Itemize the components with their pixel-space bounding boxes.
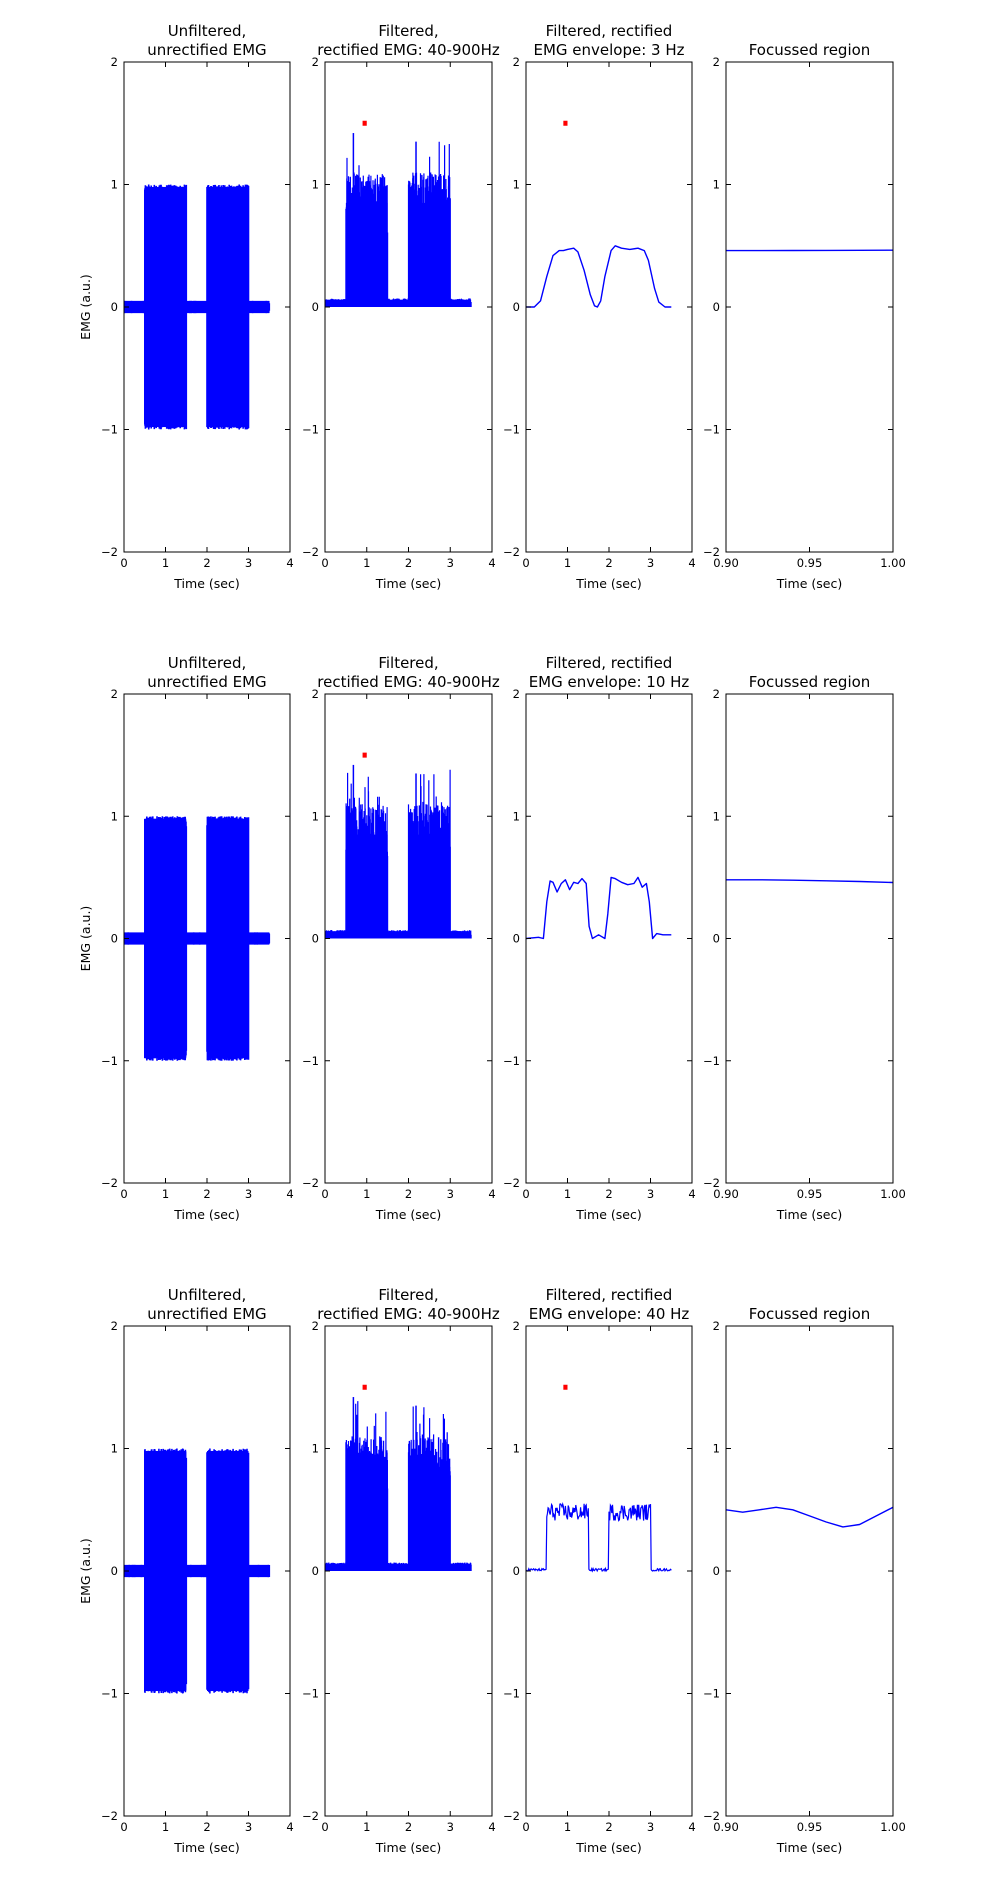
- y-tick-label: −1: [503, 1053, 520, 1068]
- plot-area: [325, 753, 471, 939]
- y-tick-label: 1: [512, 1441, 520, 1456]
- focus-window-marker: [563, 121, 567, 126]
- x-tick-label: 0: [321, 556, 329, 570]
- y-tick-label: 2: [311, 687, 319, 701]
- focus-window-marker: [563, 1385, 567, 1390]
- panel-r1-c1: [78, 22, 294, 591]
- y-tick-label: 0: [311, 300, 319, 314]
- y-tick-label: 2: [110, 1319, 118, 1333]
- y-tick-label: −2: [703, 545, 720, 559]
- rectified-burst-2: [409, 835, 451, 939]
- plot-area: [325, 121, 471, 307]
- panel-r1-c3: [503, 22, 696, 591]
- y-tick-label: 0: [712, 931, 720, 946]
- x-tick-label: 3: [244, 1187, 253, 1201]
- x-tick-label: 3: [244, 1820, 253, 1834]
- x-tick-label: 1: [363, 556, 371, 570]
- x-tick-label: 4: [488, 556, 496, 570]
- x-tick-label: 0: [120, 556, 128, 570]
- x-tick-label: 0: [120, 1187, 128, 1201]
- x-tick-label: 1: [363, 1820, 371, 1834]
- panel-title-line-2: EMG envelope: 3 Hz: [533, 41, 685, 59]
- x-tick-label: 4: [688, 1820, 696, 1834]
- panel-r2-c3: [503, 654, 696, 1222]
- y-tick-label: 0: [110, 931, 118, 946]
- panel-title-line-2: unrectified EMG: [147, 673, 267, 691]
- x-tick-label: 1: [161, 1820, 170, 1834]
- x-tick-label: 0: [120, 1820, 128, 1834]
- y-tick-label: −1: [302, 1686, 319, 1701]
- panel-r3-c3: [503, 1286, 696, 1855]
- x-tick-label: 1.00: [880, 1187, 906, 1201]
- x-axis-label: Time (sec): [174, 1207, 240, 1222]
- panel-title-line-1: Focussed region: [748, 1305, 871, 1323]
- panel-title-line-1: Unfiltered,: [167, 1286, 247, 1304]
- y-tick-label: 0: [712, 1564, 720, 1578]
- focus-line: [726, 1507, 893, 1527]
- x-tick-label: 3: [446, 1187, 454, 1201]
- panel-title-line-1: Filtered,: [378, 1286, 439, 1304]
- y-tick-label: 0: [512, 300, 520, 314]
- x-axis-label: Time (sec): [576, 1840, 642, 1855]
- x-tick-label: 4: [488, 1187, 496, 1201]
- plot-area: [526, 1385, 671, 1571]
- panel-title-line-2: unrectified EMG: [147, 1305, 267, 1323]
- plot-area: [726, 1507, 893, 1527]
- y-tick-label: −1: [302, 1053, 319, 1068]
- y-tick-label: −2: [503, 1176, 520, 1190]
- rectified-burst-1: [346, 1467, 388, 1571]
- x-tick-label: 0: [522, 556, 530, 570]
- x-tick-label: 1: [161, 1187, 170, 1201]
- y-tick-label: −2: [503, 1809, 520, 1823]
- x-tick-label: 2: [203, 1187, 211, 1201]
- x-tick-label: 0.90: [713, 1820, 739, 1834]
- x-tick-label: 1: [563, 1820, 572, 1834]
- panel-title-line-1: Filtered, rectified: [545, 22, 673, 40]
- panel-title-line-1: Filtered,: [378, 22, 439, 40]
- y-tick-label: 1: [311, 177, 319, 192]
- y-tick-label: 2: [712, 687, 720, 701]
- y-tick-label: 2: [110, 55, 118, 69]
- panel-r3-c4: [703, 1305, 906, 1855]
- x-tick-label: 2: [203, 1820, 211, 1834]
- rectified-baseline: [325, 300, 471, 307]
- panel-r3-c2: [302, 1286, 500, 1855]
- x-tick-label: 0: [321, 1820, 329, 1834]
- x-tick-label: 0.90: [713, 556, 739, 570]
- x-tick-label: 1.00: [880, 1820, 906, 1834]
- rectified-burst-2: [409, 203, 451, 307]
- y-tick-label: 1: [512, 177, 520, 192]
- y-tick-label: −2: [101, 545, 118, 559]
- y-tick-label: 1: [311, 1441, 319, 1456]
- focus-window-marker: [363, 1385, 367, 1390]
- y-tick-label: −1: [703, 1053, 720, 1068]
- axes-frame: [726, 1326, 893, 1816]
- x-axis-label: Time (sec): [174, 1840, 240, 1855]
- y-tick-label: 2: [712, 55, 720, 69]
- y-tick-label: −2: [302, 1176, 319, 1190]
- panel-title-line-1: Unfiltered,: [167, 654, 247, 672]
- panel-title-line-1: Filtered, rectified: [545, 654, 673, 672]
- envelope-line: [526, 1504, 671, 1571]
- y-tick-label: 0: [311, 931, 319, 946]
- y-tick-label: 2: [311, 55, 319, 69]
- rectified-baseline: [325, 931, 471, 938]
- y-tick-label: −1: [703, 1686, 720, 1701]
- x-tick-label: 2: [605, 556, 613, 570]
- y-tick-label: −1: [703, 422, 720, 437]
- x-tick-label: 2: [203, 556, 211, 570]
- x-tick-label: 4: [286, 556, 294, 570]
- panel-r2-c1: [78, 654, 294, 1222]
- panel-r2-c4: [703, 673, 906, 1222]
- x-tick-label: 2: [404, 1820, 413, 1834]
- plot-area: [325, 1385, 471, 1571]
- x-tick-label: 1: [563, 556, 572, 570]
- x-axis-label: Time (sec): [375, 1207, 442, 1222]
- panel-title-line-2: rectified EMG: 40-900Hz: [317, 41, 500, 59]
- x-tick-label: 4: [688, 1187, 696, 1201]
- y-tick-label: −1: [503, 1686, 520, 1701]
- x-tick-label: 0.95: [796, 1820, 823, 1834]
- raw-emg-baseline: [124, 301, 269, 313]
- x-axis-label: Time (sec): [776, 576, 843, 591]
- x-tick-label: 4: [488, 1820, 496, 1834]
- panel-title-line-2: EMG envelope: 10 Hz: [528, 673, 690, 691]
- x-tick-label: 3: [446, 1820, 454, 1834]
- x-tick-label: 1: [363, 1187, 371, 1201]
- x-tick-label: 3: [446, 556, 454, 570]
- panel-r3-c1: [78, 1286, 294, 1855]
- y-tick-label: 1: [712, 177, 720, 192]
- x-tick-label: 1.00: [880, 556, 906, 570]
- x-tick-label: 1: [161, 556, 170, 570]
- x-tick-label: 0.90: [713, 1187, 739, 1201]
- x-axis-label: Time (sec): [375, 1840, 442, 1855]
- x-axis-label: Time (sec): [576, 1207, 642, 1222]
- y-tick-label: −2: [101, 1809, 118, 1823]
- panel-title-line-1: Focussed region: [748, 41, 871, 59]
- x-tick-label: 4: [688, 556, 696, 570]
- rectified-burst-1: [346, 203, 388, 307]
- y-tick-label: 1: [110, 809, 118, 824]
- y-tick-label: −1: [101, 422, 118, 437]
- x-tick-label: 2: [605, 1187, 613, 1201]
- y-tick-label: 2: [110, 687, 118, 701]
- y-tick-label: 0: [712, 300, 720, 314]
- y-axis-label: EMG (a.u.): [78, 1538, 93, 1604]
- figure-row-3: [78, 1286, 906, 1855]
- panel-title-line-2: unrectified EMG: [147, 41, 267, 59]
- y-tick-label: 1: [512, 809, 520, 824]
- raw-emg-baseline: [124, 1565, 269, 1577]
- axes-frame: [526, 694, 692, 1183]
- plot-area: [124, 185, 269, 430]
- y-tick-label: −2: [302, 545, 319, 559]
- x-axis-label: Time (sec): [776, 1207, 843, 1222]
- panel-title-line-2: rectified EMG: 40-900Hz: [317, 1305, 500, 1323]
- y-tick-label: 1: [712, 809, 720, 824]
- plot-area: [726, 880, 893, 883]
- envelope-line: [526, 877, 671, 938]
- y-tick-label: 2: [512, 687, 520, 701]
- y-tick-label: 2: [311, 1319, 319, 1333]
- y-tick-label: 0: [110, 1564, 118, 1578]
- y-tick-label: −1: [101, 1686, 118, 1701]
- panel-title-line-2: EMG envelope: 40 Hz: [528, 1305, 690, 1323]
- x-tick-label: 0: [321, 1187, 329, 1201]
- x-tick-label: 3: [646, 1820, 655, 1834]
- x-axis-label: Time (sec): [576, 576, 642, 591]
- y-tick-label: 0: [512, 931, 520, 946]
- x-tick-label: 0: [522, 1820, 530, 1834]
- panel-r1-c4: [703, 41, 906, 591]
- x-tick-label: 3: [646, 556, 655, 570]
- focus-window-marker: [363, 121, 367, 126]
- y-tick-label: 2: [512, 55, 520, 69]
- x-tick-label: 0: [522, 1187, 530, 1201]
- raw-emg-baseline: [124, 932, 269, 944]
- x-axis-label: Time (sec): [776, 1840, 843, 1855]
- plot-area: [124, 1449, 269, 1694]
- focus-window-marker: [363, 753, 367, 758]
- panel-title-line-1: Focussed region: [748, 673, 871, 691]
- panel-title-line-2: rectified EMG: 40-900Hz: [317, 673, 500, 691]
- y-tick-label: −1: [302, 422, 319, 437]
- x-axis-label: Time (sec): [174, 576, 240, 591]
- x-tick-label: 4: [286, 1187, 294, 1201]
- rectified-burst-1: [346, 835, 388, 939]
- x-tick-label: 0.95: [796, 1187, 823, 1201]
- y-tick-label: 2: [512, 1319, 520, 1333]
- x-tick-label: 2: [404, 556, 413, 570]
- y-tick-label: −1: [503, 422, 520, 437]
- plot-area: [526, 877, 671, 938]
- y-tick-label: 0: [512, 1564, 520, 1578]
- x-tick-label: 3: [244, 556, 253, 570]
- y-tick-label: −2: [101, 1176, 118, 1190]
- x-tick-label: 3: [646, 1187, 655, 1201]
- plot-area: [526, 121, 671, 307]
- panel-r2-c2: [302, 654, 500, 1222]
- plot-area: [124, 816, 269, 1060]
- y-tick-label: −1: [101, 1053, 118, 1068]
- y-tick-label: 1: [110, 1441, 118, 1456]
- x-tick-label: 4: [286, 1820, 294, 1834]
- y-tick-label: 2: [712, 1319, 720, 1333]
- axes-frame: [726, 694, 893, 1183]
- rectified-burst-2: [409, 1467, 451, 1571]
- panel-title-line-1: Filtered, rectified: [545, 1286, 673, 1304]
- y-tick-label: −2: [302, 1809, 319, 1823]
- panel-r1-c2: [302, 22, 500, 591]
- x-axis-label: Time (sec): [375, 576, 442, 591]
- x-tick-label: 1: [563, 1187, 572, 1201]
- y-axis-label: EMG (a.u.): [78, 905, 93, 972]
- x-tick-label: 2: [404, 1187, 413, 1201]
- focus-line: [726, 880, 893, 883]
- axes-frame: [726, 62, 893, 552]
- y-axis-label: EMG (a.u.): [78, 274, 93, 340]
- x-tick-label: 0.95: [796, 556, 823, 570]
- y-tick-label: 1: [712, 1441, 720, 1456]
- y-tick-label: 0: [110, 300, 118, 314]
- x-tick-label: 2: [605, 1820, 613, 1834]
- figure-row-2: [78, 654, 906, 1222]
- figure-row-1: [78, 22, 906, 591]
- y-tick-label: 1: [311, 809, 319, 824]
- y-tick-label: −2: [703, 1176, 720, 1190]
- panel-title-line-1: Filtered,: [378, 654, 439, 672]
- y-tick-label: −2: [503, 545, 520, 559]
- y-tick-label: −2: [703, 1809, 720, 1823]
- panel-title-line-1: Unfiltered,: [167, 22, 247, 40]
- y-tick-label: 0: [311, 1564, 319, 1578]
- y-tick-label: 1: [110, 177, 118, 192]
- envelope-line: [526, 246, 671, 307]
- rectified-baseline: [325, 1564, 471, 1571]
